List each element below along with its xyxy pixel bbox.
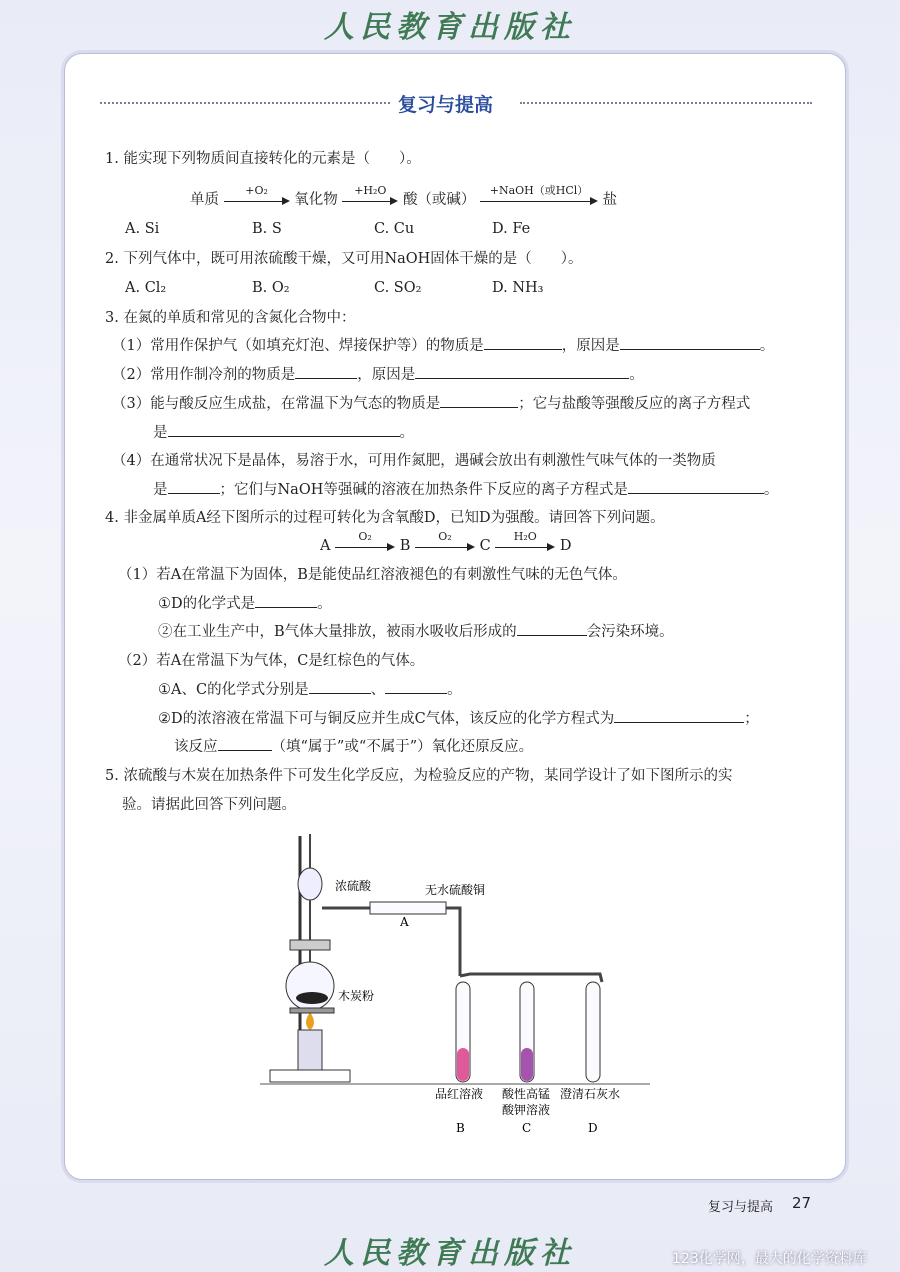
q3-blank-2b[interactable] bbox=[415, 366, 629, 379]
page-number: 27 bbox=[792, 1194, 812, 1212]
q1-arrow-3: +NaOH（或HCl） bbox=[480, 191, 598, 209]
q4-stem: 4. 非金属单质A经下图所示的过程可转化为含氧酸D，已知D为强酸。请回答下列问题。 bbox=[105, 510, 665, 526]
q1-chain-3: 盐 bbox=[602, 192, 618, 208]
section-header bbox=[100, 94, 812, 116]
publisher-logo-bottom: 人民教育出版社 bbox=[324, 1236, 576, 1271]
label-cuso4: 无水硫酸铜 bbox=[425, 883, 486, 897]
q4-sub2: （2）若A在常温下为气体，C是红棕色的气体。 bbox=[118, 653, 425, 669]
q2-option-b: B. O₂ bbox=[252, 280, 290, 296]
q3-part2: （2）常用作制冷剂的物质是 ，原因是 。 bbox=[112, 367, 644, 383]
q1-chain-2: 酸（或碱） bbox=[402, 192, 476, 208]
label-c: C bbox=[522, 1121, 532, 1135]
q3-blank-3a[interactable] bbox=[440, 395, 518, 408]
q1-arrow-2: +H₂O bbox=[342, 191, 398, 209]
q4-arrow-1: O₂ bbox=[335, 537, 395, 555]
q4-arrow-2: O₂ bbox=[415, 537, 475, 555]
label-c-solution-2: 酸钾溶液 bbox=[502, 1103, 551, 1117]
label-d-solution: 澄清石灰水 bbox=[560, 1087, 621, 1101]
q3-blank-1b[interactable] bbox=[620, 337, 760, 350]
tube-b-solution bbox=[457, 1048, 469, 1081]
label-b-solution: 品红溶液 bbox=[435, 1087, 484, 1101]
q4-blank-2c[interactable] bbox=[614, 710, 744, 723]
q1-option-b: B. S bbox=[252, 221, 282, 237]
test-tube-d bbox=[586, 982, 600, 1082]
charcoal bbox=[296, 992, 328, 1004]
q1-option-a: A. Si bbox=[125, 221, 160, 237]
q3-blank-1a[interactable] bbox=[484, 337, 562, 350]
q1-chain-0: 单质 bbox=[190, 192, 219, 208]
label-b: B bbox=[456, 1121, 465, 1135]
q1-chain-1: 氧化物 bbox=[294, 192, 338, 208]
q4-blank-2b[interactable] bbox=[385, 681, 447, 694]
q2-option-a: A. Cl₂ bbox=[125, 280, 167, 296]
watermark: 123化学网，最大的化学资料库 bbox=[672, 1251, 867, 1267]
q5-line1: 5. 浓硫酸与木炭在加热条件下可发生化学反应，为检验反应的产物，某同学设计了如下图所示的实 bbox=[105, 768, 733, 784]
flame bbox=[306, 1012, 314, 1030]
q3-blank-4b[interactable] bbox=[628, 481, 764, 494]
q4-blank-1a[interactable] bbox=[255, 595, 317, 608]
q2-stem: 2. 下列气体中，既可用浓硫酸干燥，又可用NaOH固体干燥的是（ ）。 bbox=[105, 251, 583, 267]
q1-option-c: C. Cu bbox=[374, 221, 415, 237]
q4-arrow-3: H₂O bbox=[495, 537, 555, 555]
q4-blank-2d[interactable] bbox=[218, 738, 272, 751]
q3-part3-cont: 是 。 bbox=[153, 425, 414, 441]
label-c-solution-1: 酸性高锰 bbox=[502, 1087, 551, 1101]
q1-stem: 1. 能实现下列物质间直接转化的元素是（ ）。 bbox=[105, 151, 421, 167]
label-charcoal: 木炭粉 bbox=[338, 989, 375, 1003]
alcohol-lamp bbox=[298, 1030, 322, 1070]
q3-blank-3b[interactable] bbox=[168, 424, 400, 437]
q4-chain: A O₂ B O₂ C H₂O D bbox=[320, 530, 572, 554]
drying-tube-a bbox=[370, 902, 446, 914]
q4-blank-2a[interactable] bbox=[309, 681, 371, 694]
q3-part3: （3）能与酸反应生成盐，在常温下为气态的物质是 ；它与盐酸等强酸反应的离子方程式 bbox=[112, 396, 751, 412]
q2-option-c: C. SO₂ bbox=[374, 280, 422, 296]
tube-c-solution bbox=[521, 1048, 533, 1081]
q4-blank-1b[interactable] bbox=[517, 623, 587, 636]
stand-base bbox=[270, 1070, 350, 1082]
apparatus-figure bbox=[260, 826, 660, 1146]
q3-blank-4a[interactable] bbox=[168, 481, 220, 494]
footer-section: 复习与提高 bbox=[708, 1200, 774, 1215]
section-title: 复习与提高 bbox=[398, 94, 494, 116]
label-d: D bbox=[588, 1121, 598, 1135]
q4-sub1: （1）若A在常温下为固体，B是能使品红溶液褪色的有刺激性气味的无色气体。 bbox=[118, 567, 627, 583]
q4-sub2a: ①A、C的化学式分别是 、 。 bbox=[158, 682, 462, 698]
q3-stem: 3. 在氮的单质和常见的含氮化合物中： bbox=[105, 310, 356, 326]
q1-arrow-1: +O₂ bbox=[224, 191, 290, 209]
q1-chain bbox=[190, 184, 618, 209]
q4-sub2b: ②D的浓溶液在常温下可与铜反应并生成C气体，该反应的化学方程式为 ； bbox=[158, 711, 759, 727]
q3-part1: （1）常用作保护气（如填充灯泡、焊接保护等）的物质是 ，原因是 。 bbox=[112, 338, 775, 354]
label-conc-acid: 浓硫酸 bbox=[335, 879, 372, 893]
q3-part4: （4）在通常状况下是晶体，易溶于水，可用作氮肥，遇碱会放出有刺激性气味气体的一类物质 bbox=[112, 453, 716, 469]
q4-sub2c: 该反应 （填“属于”或“不属于”）氧化还原反应。 bbox=[174, 739, 534, 755]
wire-gauze bbox=[290, 1008, 334, 1013]
label-tube-a: A bbox=[400, 915, 409, 929]
separatory-funnel bbox=[298, 868, 322, 900]
q4-sub1a: ①D的化学式是 。 bbox=[158, 596, 332, 612]
q3-part4-cont: 是 ；它们与NaOH等强碱的溶液在加热条件下反应的离子方程式是 。 bbox=[153, 482, 779, 498]
clamp bbox=[290, 940, 330, 950]
q1-option-d: D. Fe bbox=[492, 221, 531, 237]
q2-option-d: D. NH₃ bbox=[492, 280, 544, 296]
q5-line2: 验。请据此回答下列问题。 bbox=[122, 797, 296, 813]
q4-sub1b: ②在工业生产中，B气体大量排放，被雨水吸收后形成的 会污染环境。 bbox=[158, 624, 674, 640]
q3-blank-2a[interactable] bbox=[295, 366, 357, 379]
publisher-logo-top: 人民教育出版社 bbox=[324, 10, 576, 45]
